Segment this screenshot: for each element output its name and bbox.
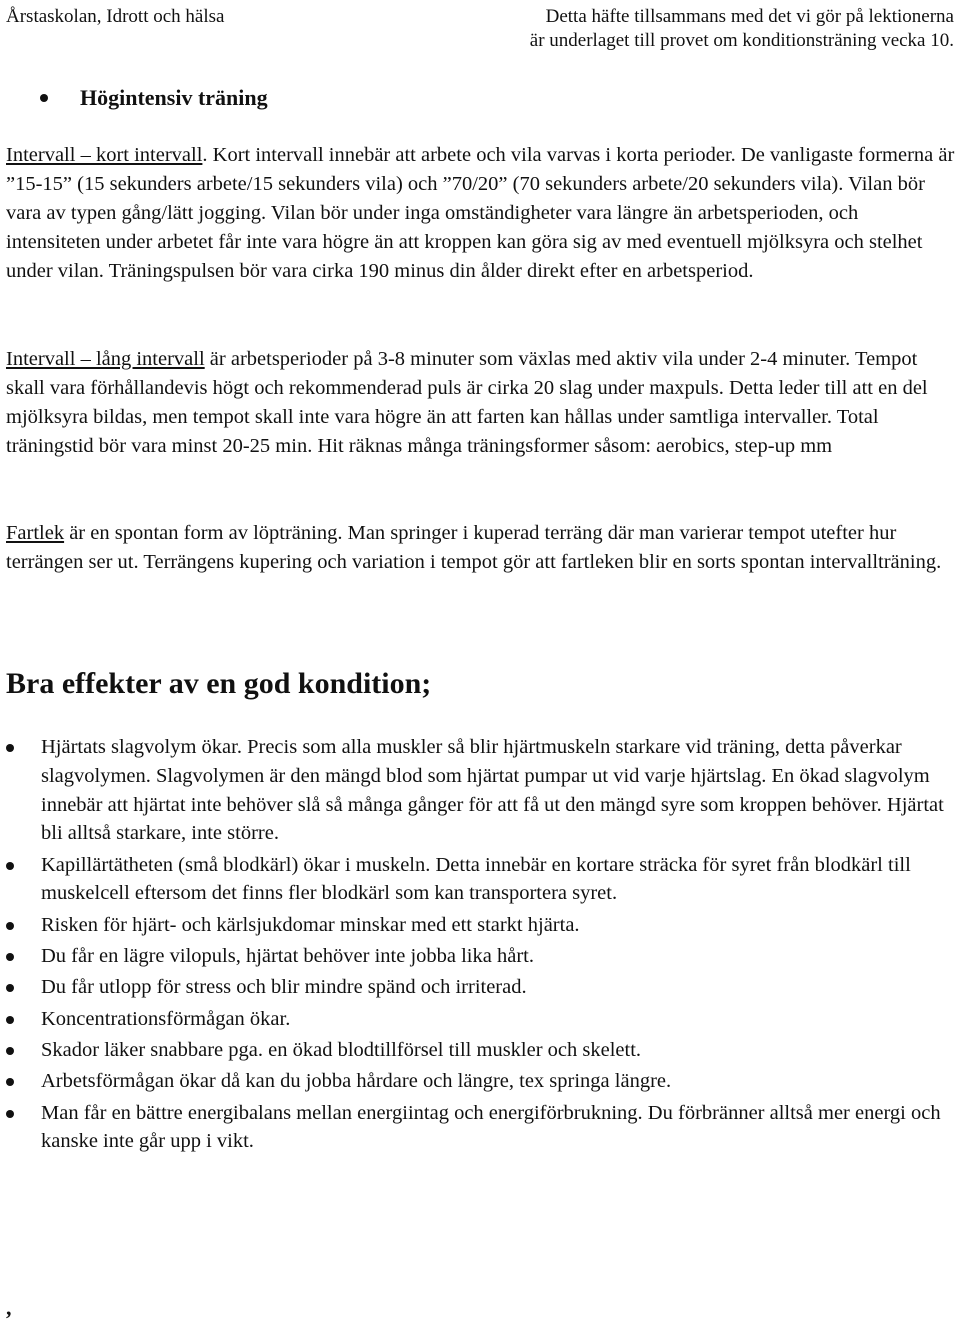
- bullet-icon: [6, 984, 14, 992]
- bullet-icon: [6, 922, 14, 930]
- bullet-icon: [6, 1047, 14, 1055]
- text-fartlek: är en spontan form av löpträning. Man springer i kuperad terräng där man varierar tempot utefter hur terrängen ser ut. Terrängens kupering och variation i tempot gör att fartleken blir en sorts spontan intervallträning.: [6, 522, 942, 573]
- list-item: [0, 973, 960, 1002]
- bullet-icon: [6, 744, 14, 752]
- list-item-text: Hjärtats slagvolym ökar. Precis som alla muskler så blir hjärtmuskeln starkare vid träning, detta påverkar slagvolymen. Slagvolymen är den mängd blod som hjärtat pumpar ut vid varje hjärtslag. En ökad slagvolym innebär att hjärtat inte behöver slå så många gånger för att få ut den mängd syre som kroppen behöver. Hjärtat bli alltså starkare, inte större.: [41, 736, 944, 845]
- header-note-line-2: är underlaget till provet om konditionsträning vecka 10.: [529, 30, 954, 51]
- paragraph-kort-intervall: [6, 141, 956, 286]
- list-item-text: Du får en lägre vilopuls, hjärtat behöver inte jobba lika hårt.: [41, 945, 534, 968]
- list-item: [0, 1099, 960, 1157]
- list-item: [0, 851, 960, 909]
- effects-list: [0, 733, 960, 1159]
- list-item: [0, 1036, 960, 1065]
- bullet-icon: [6, 862, 14, 870]
- list-item-text: Risken för hjärt- och kärlsjukdomar minskar med ett starkt hjärta.: [41, 913, 580, 936]
- list-item: [0, 942, 960, 971]
- header-note-line-1: Detta häfte tillsammans med det vi gör på lektionerna: [545, 6, 954, 27]
- header-note: [530, 5, 954, 53]
- footer-mark: ,: [6, 1295, 12, 1320]
- text-kort-intervall: . Kort intervall innebär att arbete och vila varvas i korta perioder. De vanligaste formerna är ”15-15” (15 sekunders arbete/15 sekunders vila) och ”70/20” (70 sekunders arbete/20 sekunders vila). Vilan bör vara av typen gång/lätt jogging. Vilan bör under inga omständigheter vara längre än arbetsperioden, och intensiteten under arbetet får inte vara högre än att kroppen kan göra sig av med eventuell mjölksyra och stelhet under vilan. Träningspulsen bör vara cirka 190 minus din ålder direkt efter en arbetsperiod.: [6, 144, 955, 282]
- bullet-icon: [6, 1110, 14, 1118]
- header-school: Årstaskolan, Idrott och hälsa: [6, 6, 225, 27]
- list-item-text: Man får en bättre energibalans mellan energiintag och energiförbrukning. Du förbränner alltså mer energi och kanske inte går upp i vikt.: [41, 1101, 941, 1153]
- bullet-icon: [40, 94, 48, 102]
- term-kort-intervall: Intervall – kort intervall: [6, 144, 203, 166]
- list-item-text: Kapillärtätheten (små blodkärl) ökar i muskeln. Detta innebär en kortare sträcka för syret från blodkärl till muskelcell eftersom det finns fler blodkärl som kan transportera syret.: [41, 853, 911, 905]
- list-item: [0, 1067, 960, 1096]
- term-fartlek: Fartlek: [6, 522, 65, 544]
- bullet-icon: [6, 1016, 14, 1024]
- bullet-icon: [6, 1078, 14, 1086]
- list-item-text: Arbetsförmågan ökar då kan du jobba hårdare och längre, tex springa längre.: [41, 1070, 672, 1093]
- list-item: [0, 733, 960, 848]
- section-heading-effekter: Bra effekter av en god kondition;: [6, 667, 432, 700]
- list-item: [0, 1005, 960, 1034]
- section-heading-hogintensiv: Högintensiv träning: [80, 85, 268, 110]
- list-item-text: Koncentrationsförmågan ökar.: [41, 1007, 291, 1030]
- paragraph-fartlek: [6, 519, 956, 577]
- text-lang-intervall: är arbetsperioder på 3-8 minuter som växlas med aktiv vila under 2-4 minuter. Tempot skall vara förhållandevis högt och rekommenderad puls är cirka 20 slag under maxpuls. Detta leder till att en del mjölksyra bildas, men tempot skall inte vara högre än att farten kan hållas under samtliga intervaller. Total träningstid bör vara minst 20-25 min. Hit räknas många träningsformer såsom: aerobics, step-up mm: [6, 348, 928, 457]
- list-item-text: Du får utlopp för stress och blir mindre spänd och irriterad.: [41, 976, 527, 999]
- list-item: [0, 911, 960, 940]
- term-lang-intervall: Intervall – lång intervall: [6, 348, 205, 370]
- bullet-icon: [6, 953, 14, 961]
- paragraph-lang-intervall: [6, 345, 956, 461]
- list-item-text: Skador läker snabbare pga. en ökad blodtillförsel till muskler och skelett.: [41, 1038, 642, 1061]
